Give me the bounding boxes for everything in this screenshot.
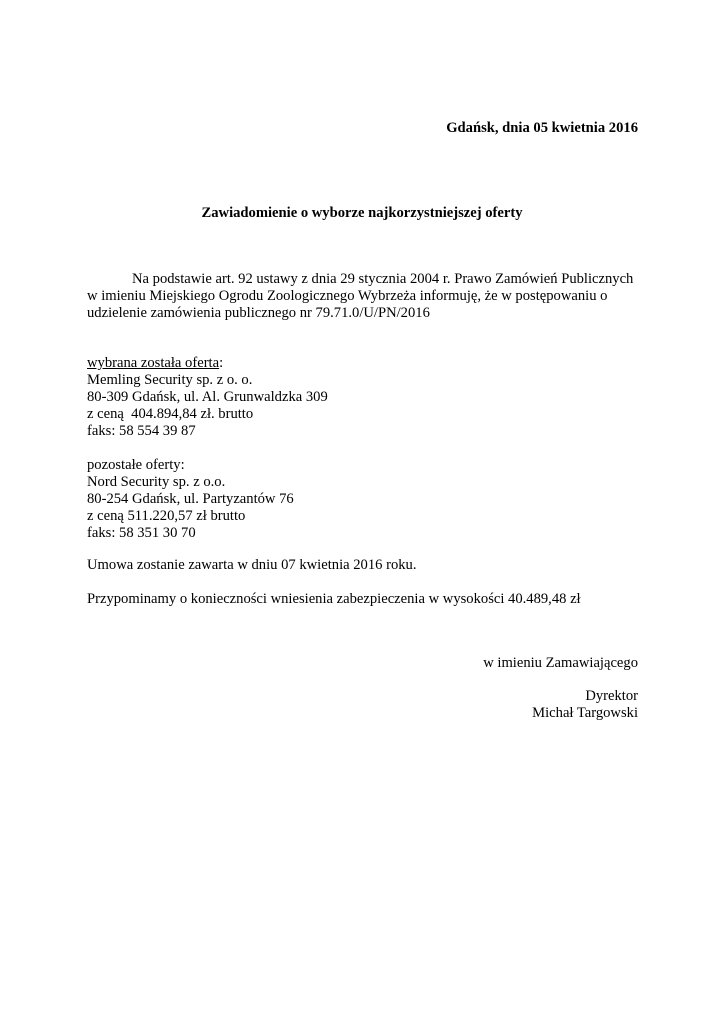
other-offers-heading: pozostałe oferty: xyxy=(87,457,185,473)
signature-role: Dyrektor xyxy=(585,688,638,704)
intro-line-1: Na podstawie art. 92 ustawy z dnia 29 stycznia 2004 r. Prawo Zamówień Publicznych xyxy=(132,271,634,287)
security-reminder: Przypominamy o konieczności wniesienia zabezpieczenia w wysokości 40.489,48 zł xyxy=(87,591,581,607)
other-price: z ceną 511.220,57 zł brutto xyxy=(87,508,246,524)
document-title: Zawiadomienie o wyborze najkorzystniejszej oferty xyxy=(201,205,523,221)
date-line: Gdańsk, dnia 05 kwietnia 2016 xyxy=(446,120,638,136)
selected-fax: faks: 58 554 39 87 xyxy=(87,423,196,439)
selected-offer-heading xyxy=(87,355,223,372)
selected-offer-heading-text: wybrana została oferta xyxy=(87,355,220,371)
intro-line-3: udzielenie zamówienia publicznego nr 79.71.0/U/PN/2016 xyxy=(87,305,430,321)
other-address: 80-254 Gdańsk, ul. Partyzantów 76 xyxy=(87,491,294,507)
selected-price: z ceną 404.894,84 zł. brutto xyxy=(87,406,254,422)
selected-offer-heading-colon: : xyxy=(219,355,224,371)
signature-on-behalf: w imieniu Zamawiającego xyxy=(483,655,638,671)
signature-name: Michał Targowski xyxy=(532,705,638,721)
other-company: Nord Security sp. z o.o. xyxy=(87,474,226,490)
selected-company: Memling Security sp. z o. o. xyxy=(87,372,253,388)
contract-note: Umowa zostanie zawarta w dniu 07 kwietnia 2016 roku. xyxy=(87,557,417,573)
other-fax: faks: 58 351 30 70 xyxy=(87,525,196,541)
intro-line-2: w imieniu Miejskiego Ogrodu Zoologicznego Wybrzeża informuję, że w postępowaniu o xyxy=(87,288,608,304)
selected-address: 80-309 Gdańsk, ul. Al. Grunwaldzka 309 xyxy=(87,389,328,405)
